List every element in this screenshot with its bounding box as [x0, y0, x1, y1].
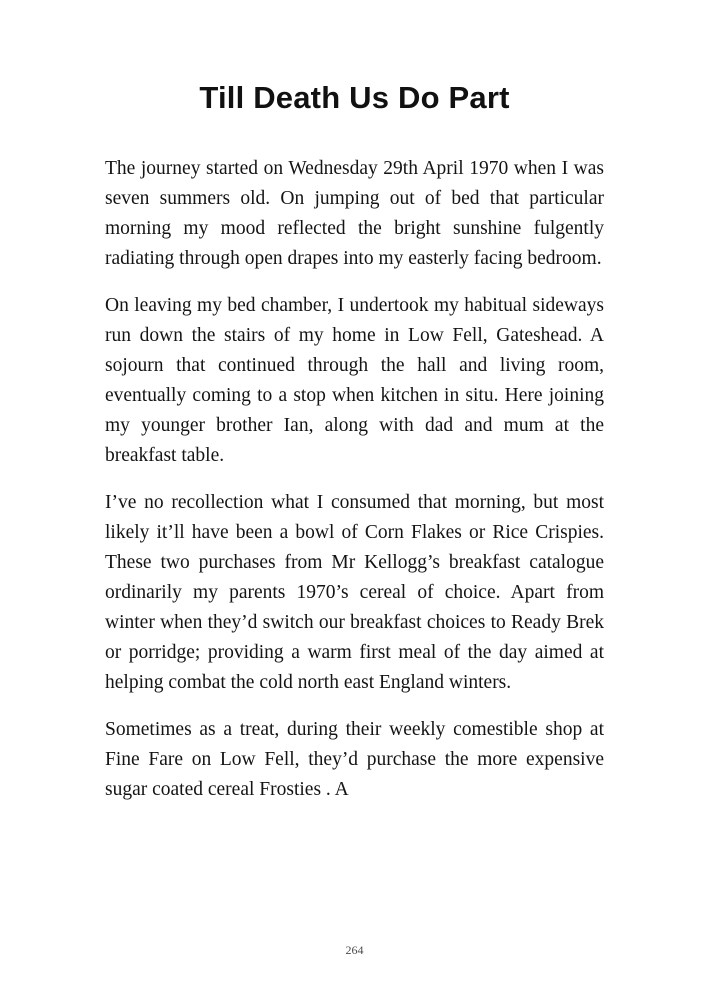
paragraph-2: On leaving my bed chamber, I undertook my habitual sideways run down the stairs of my home in Low Fell, Gateshead. A sojourn that continued through the hall and living room, eventually coming to a stop when kitchen in situ. Here joining my younger brother Ian, along with dad and mum at the breakfast table. — [105, 295, 604, 466]
page-number: 264 — [345, 943, 364, 957]
body-text — [105, 154, 604, 805]
paragraph-3: I’ve no recollection what I consumed that morning, but most likely it’ll have been a bowl of Corn Flakes or Rice Crispies. These two purchases from Mr Kellogg’s breakfast catalogue ordinarily my parents 1970’s cereal of choice. Apart from winter when they’d switch our breakfast choices to Ready Brek or porridge; providing a warm first meal of the day aimed at helping combat the cold north east England winters. — [105, 492, 604, 693]
paragraph-1: The journey started on Wednesday 29th April 1970 when I was seven summers old. On jumping out of bed that particular morning my mood reflected the bright sunshine fulgently radiating through open drapes into my easterly facing bedroom. — [105, 158, 604, 269]
paragraph-4: Sometimes as a treat, during their weekly comestible shop at Fine Fare on Low Fell, they’d purchase the more expensive sugar coated cereal Frosties . A — [105, 719, 604, 800]
page-title: Till Death Us Do Part — [199, 80, 510, 115]
